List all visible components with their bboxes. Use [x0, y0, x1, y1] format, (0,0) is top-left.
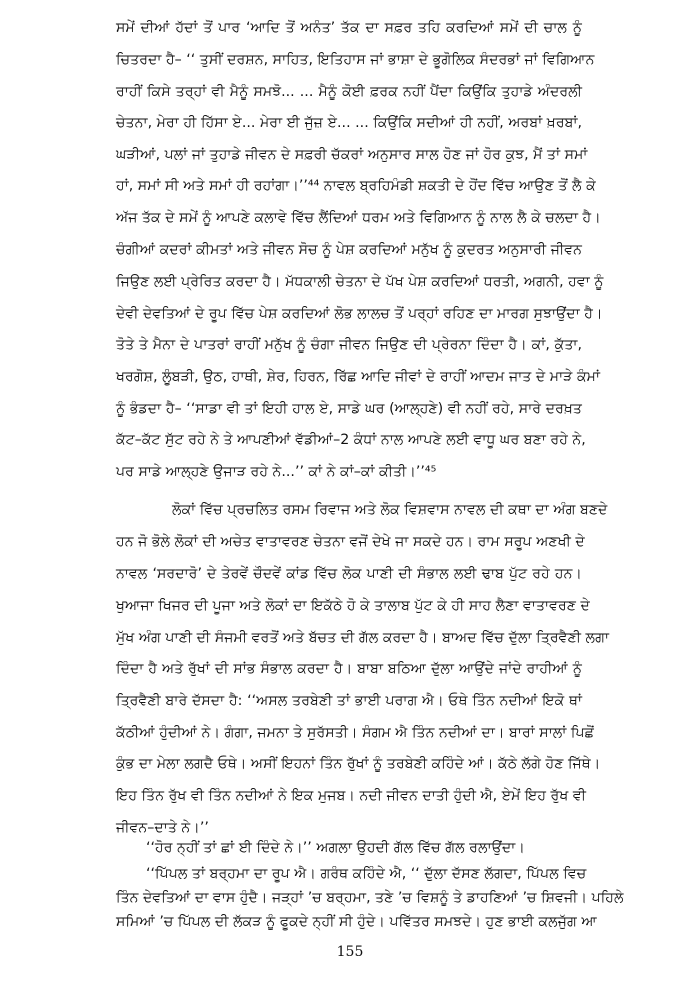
- text-line: ਰਾਹੀਂ ਕਿਸੇ ਤਰ੍ਹਾਂ ਵੀ ਮੈਨੂੰ ਸਮਝੋ... ... ਮੈਨੂੰ ਕੋਈ ਫ਼ਰਕ ਨਹੀਂ ਪੈਂਦਾ ਕਿਉਂਕਿ ਤੁਹਾਡੇ ਅੰਦਰਲੀ: [116, 84, 582, 100]
- text-line: ਦੇਵੀ ਦੇਵਤਿਆਂ ਦੇ ਰੂਪ ਵਿੱਚ ਪੇਸ਼ ਕਰਦਿਆਂ ਲੋਭ ਲਾਲਚ ਤੋਂ ਪਰ੍ਹਾਂ ਰਹਿਣ ਦਾ ਮਾਰਗ ਸੁਝਾਉਂਦਾ ਹੈ।: [116, 306, 603, 322]
- dialogue-line: ‘‘ਹੋਰ ਨ੍ਹੀਂ ਤਾਂ ਛਾਂ ਈ ਦਿੰਦੇ ਨੇ।’’ ਅਗਲਾ ਉਹਦੀ ਗੱਲ ਵਿੱਚ ਗੱਲ ਰਲਾਉਂਦਾ।: [146, 840, 525, 856]
- text-line: ਤੋਤੇ ਤੇ ਮੈਨਾ ਦੇ ਪਾਤਰਾਂ ਰਾਹੀਂ ਮਨੁੱਖ ਨੂੰ ਚੰਗਾ ਜੀਵਨ ਜਿਉਣ ਦੀ ਪ੍ਰੇਰਨਾ ਦਿੰਦਾ ਹੈ। ਕਾਂ, ਕੁੱਤਾ,: [116, 337, 582, 353]
- text-line: ਚਿਤਰਦਾ ਹੈ– ‘‘ ਤੁਸੀਂ ਦਰਸ਼ਨ, ਸਾਹਿਤ, ਇਤਿਹਾਸ ਜਾਂ ਭਾਸ਼ਾ ਦੇ ਭੂਗੋਲਿਕ ਸੰਦਰਭਾਂ ਜਾਂ ਵਿਗਿਆਨ: [116, 52, 595, 68]
- text-line: ਇਹ ਤਿੰਨ ਰੁੱਖ ਵੀ ਤਿੰਨ ਨਦੀਆਂ ਨੇ ਇਕ ਮੁਜਬ। ਨਦੀ ਜੀਵਨ ਦਾਤੀ ਹੁੰਦੀ ਐ, ਏਮੇਂ ਇਹ ਰੁੱਖ ਵੀ: [116, 788, 586, 804]
- text-line: ਨੂੰ ਭੰਡਦਾ ਹੈ– ‘‘ਸਾਡਾ ਵੀ ਤਾਂ ਇਹੀ ਹਾਲ ਏ, ਸਾਡੇ ਘਰ (ਆਲ੍ਹਣੇ) ਵੀ ਨਹੀਂ ਰਹੇ, ਸਾਰੇ ਦਰਖ਼ਤ: [116, 401, 582, 417]
- text-line: ਘੜੀਆਂ, ਪਲਾਂ ਜਾਂ ਤੁਹਾਡੇ ਜੀਵਨ ਦੇ ਸਫ਼ਰੀ ਚੱਕਰਾਂ ਅਨੁਸਾਰ ਸਾਲ ਹੋਣ ਜਾਂ ਹੋਰ ਕੁਝ, ਮੈਂ ਤਾਂ ਸਮਾਂ: [116, 147, 588, 163]
- text-line: ਪਰ ਸਾਡੇ ਆਲ੍ਹਣੇ ਉਜਾੜ ਰਹੇ ਨੇ...’’ ਕਾਂ ਨੇ ਕਾਂ–ਕਾਂ ਕੀਤੀ।’’⁴⁵: [116, 464, 437, 480]
- text-line: ਮੁੱਖ ਅੰਗ ਪਾਣੀ ਦੀ ਸੰਜਮੀ ਵਰਤੋਂ ਅਤੇ ਬੱਚਤ ਦੀ ਗੱਲ ਕਰਦਾ ਹੈ। ਬਾਅਦ ਵਿੱਚ ਦੁੱਲਾ ਤ੍ਰਿਵੈਣੀ ਲਗਾ: [116, 630, 610, 646]
- paragraph-start: ਲੋਕਾਂ ਵਿੱਚ ਪ੍ਰਚਲਿਤ ਰਸਮ ਰਿਵਾਜ ਅਤੇ ਲੋਕ ਵਿਸ਼ਵਾਸ ਨਾਵਲ ਦੀ ਕਥਾ ਦਾ ਅੰਗ ਬਣਦੇ: [172, 502, 608, 518]
- text-line: ਹਾਂ, ਸਮਾਂ ਸੀ ਅਤੇ ਸਮਾਂ ਹੀ ਰਹਾਂਗਾ।’’⁴⁴ ਨਾਵਲ ਬ੍ਰਹਿਮੰਡੀ ਸ਼ਕਤੀ ਦੇ ਹੋਂਦ ਵਿੱਚ ਆਉਣ ਤੋਂ ਲੈ ਕੇ: [116, 178, 596, 194]
- text-line: ਖਰਗੋਸ਼, ਲੂੰਬੜੀ, ਉਠ, ਹਾਥੀ, ਸ਼ੇਰ, ਹਿਰਨ, ਰਿੱਛ ਆਦਿ ਜੀਵਾਂ ਦੇ ਰਾਹੀਂ ਆਦਮ ਜਾਤ ਦੇ ਮਾੜੇ ਕੰਮਾਂ: [116, 369, 600, 385]
- text-line: ਕੁੰਭ ਦਾ ਮੇਲਾ ਲਗਦੈ ਓਥੇ। ਅਸੀਂ ਇਹਨਾਂ ਤਿੰਨ ਰੁੱਖਾਂ ਨੂੰ ਤਰਬੇਣੀ ਕਹਿੰਦੇ ਆਂ। ਕੱਠੇ ਲੱਗੇ ਹੋਣ ਜਿੱਥੇ।: [116, 756, 601, 772]
- text-line: ਖੁਆਜਾ ਖਿਜਰ ਦੀ ਪੂਜਾ ਅਤੇ ਲੋਕਾਂ ਦਾ ਇਕੱਠੇ ਹੋ ਕੇ ਤਾਲਾਬ ਪੁੱਟ ਕੇ ਹੀ ਸਾਹ ਲੈਣਾ ਵਾਤਾਵਰਣ ਦੇ: [116, 598, 590, 614]
- text-line: ਨਾਵਲ ‘ਸਰਦਾਰੋ’ ਦੇ ਤੇਰਵੇਂ ਚੌਦਵੇਂ ਕਾਂਡ ਵਿੱਚ ਲੋਕ ਪਾਣੀ ਦੀ ਸੰਭਾਲ ਲਈ ਢਾਬ ਪੁੱਟ ਰਹੇ ਹਨ।: [116, 566, 582, 582]
- text-line: ਚੇਤਨਾ, ਮੇਰਾ ਹੀ ਹਿੱਸਾ ਏ... ਮੇਰਾ ਈ ਜੁੱਜ਼ ਏ... ... ਕਿਉਂਕਿ ਸਦੀਆਂ ਹੀ ਨਹੀਂ, ਅਰਬਾਂ ਖ਼ਰਬਾਂ,: [116, 115, 582, 131]
- paragraph-start: ‘‘ਪਿੱਪਲ ਤਾਂ ਬਰ੍ਹਮਾ ਦਾ ਰੂਪ ਐ। ਗਰੰਥ ਕਹਿੰਦੇ ਐ, ‘‘ ਦੁੱਲਾ ਦੱਸਣ ਲੱਗਦਾ, ਪਿੱਪਲ ਵਿਚ: [146, 866, 587, 882]
- text-line: ਜਿਉਣ ਲਈ ਪ੍ਰੇਰਿਤ ਕਰਦਾ ਹੈ। ਮੱਧਕਾਲੀ ਚੇਤਨਾ ਦੇ ਪੱਖ ਪੇਸ਼ ਕਰਦਿਆਂ ਧਰਤੀ, ਅਗਨੀ, ਹਵਾ ਨੂੰ: [116, 274, 604, 290]
- text-line: ਹਨ ਜੋ ਭੋਲੇ ਲੋਕਾਂ ਦੀ ਅਚੇਤ ਵਾਤਾਵਰਣ ਚੇਤਨਾ ਵਜੋਂ ਦੇਖੇ ਜਾ ਸਕਦੇ ਹਨ। ਰਾਮ ਸਰੂਪ ਅਣਖੀ ਦੇ: [116, 534, 585, 550]
- text-line: ਜੀਵਨ–ਦਾਤੇ ਨੇ।’’: [116, 820, 209, 836]
- text-line: ਦਿੰਦਾ ਹੈ ਅਤੇ ਰੁੱਖਾਂ ਦੀ ਸਾਂਭ ਸੰਭਾਲ ਕਰਦਾ ਹੈ। ਬਾਬਾ ਬਠਿਆ ਦੁੱਲਾ ਆਉਂਦੇ ਜਾਂਦੇ ਰਾਹੀਆਂ ਨੂੰ: [116, 661, 582, 677]
- text-line: ਅੱਜ ਤੱਕ ਦੇ ਸਮੇਂ ਨੂੰ ਆਪਣੇ ਕਲਾਵੇ ਵਿੱਚ ਲੈਂਦਿਆਂ ਧਰਮ ਅਤੇ ਵਿਗਿਆਨ ਨੂੰ ਨਾਲ ਲੈ ਕੇ ਚਲਦਾ ਹੈ।: [116, 210, 601, 226]
- text-line: ਕੱਟ–ਕੱਟ ਸੁੱਟ ਰਹੇ ਨੇ ਤੇ ਆਪਣੀਆਂ ਵੱਡੀਆਂ–2 ਕੰਧਾਂ ਨਾਲ ਆਪਣੇ ਲਈ ਵਾਧੂ ਘਰ ਬਣਾ ਰਹੇ ਨੇ,: [116, 432, 586, 448]
- text-line: ਸਮੇਂ ਦੀਆਂ ਹੱਦਾਂ ਤੋਂ ਪਾਰ ‘ਆਦਿ ਤੋਂ ਅਨੰਤ’ ਤੱਕ ਦਾ ਸਫ਼ਰ ਤਹਿ ਕਰਦਿਆਂ ਸਮੇਂ ਦੀ ਚਾਲ ਨੂੰ: [116, 20, 582, 36]
- text-line: ਕੱਠੀਆਂ ਹੁੰਦੀਆਂ ਨੇ। ਗੰਗਾ, ਜਮਨਾ ਤੇ ਸੁਰੱਸਤੀ। ਸੰਗਮ ਐ ਤਿੰਨ ਨਦੀਆਂ ਦਾ। ਬਾਰਾਂ ਸਾਲਾਂ ਪਿਛੋਂ: [116, 725, 594, 741]
- text-line: ਤਿੰਨ ਦੇਵਤਿਆਂ ਦਾ ਵਾਸ ਹੁੰਦੈ। ਜੜ੍ਹਾਂ ’ਚ ਬਰ੍ਹਮਾ, ਤਣੇ ’ਚ ਵਿਸ਼ਨੂੰ ਤੇ ਡਾਹਣਿਆਂ ’ਚ ਸ਼ਿਵਜੀ। ਪਹਿਲੇ: [116, 890, 624, 906]
- text-line: ਚੰਗੀਆਂ ਕਦਰਾਂ ਕੀਮਤਾਂ ਅਤੇ ਜੀਵਨ ਸੋਚ ਨੂੰ ਪੇਸ਼ ਕਰਦਿਆਂ ਮਨੁੱਖ ਨੂੰ ਕੁਦਰਤ ਅਨੁਸਾਰੀ ਜੀਵਨ: [116, 242, 582, 258]
- text-line: ਸਮਿਆਂ ’ਚ ਪਿੱਪਲ ਦੀ ਲੱਕੜ ਨੂੰ ਫੂਕਦੇ ਨ੍ਹੀਂ ਸੀ ਹੁੰਦੇ। ਪਵਿੱਤਰ ਸਮਝਦੇ। ਹੁਣ ਭਾਈ ਕਲਜੁੱਗ ਆ: [116, 914, 597, 930]
- page-number: 155: [336, 944, 364, 960]
- text-line: ਤ੍ਰਿਵੈਣੀ ਬਾਰੇ ਦੱਸਦਾ ਹੈ: ‘‘ਅਸਲ ਤਰਬੇਣੀ ਤਾਂ ਭਾਈ ਪਰਾਗ ਐ। ਓਥੇ ਤਿੰਨ ਨਦੀਆਂ ਇਕੋ ਥਾਂ: [116, 693, 582, 709]
